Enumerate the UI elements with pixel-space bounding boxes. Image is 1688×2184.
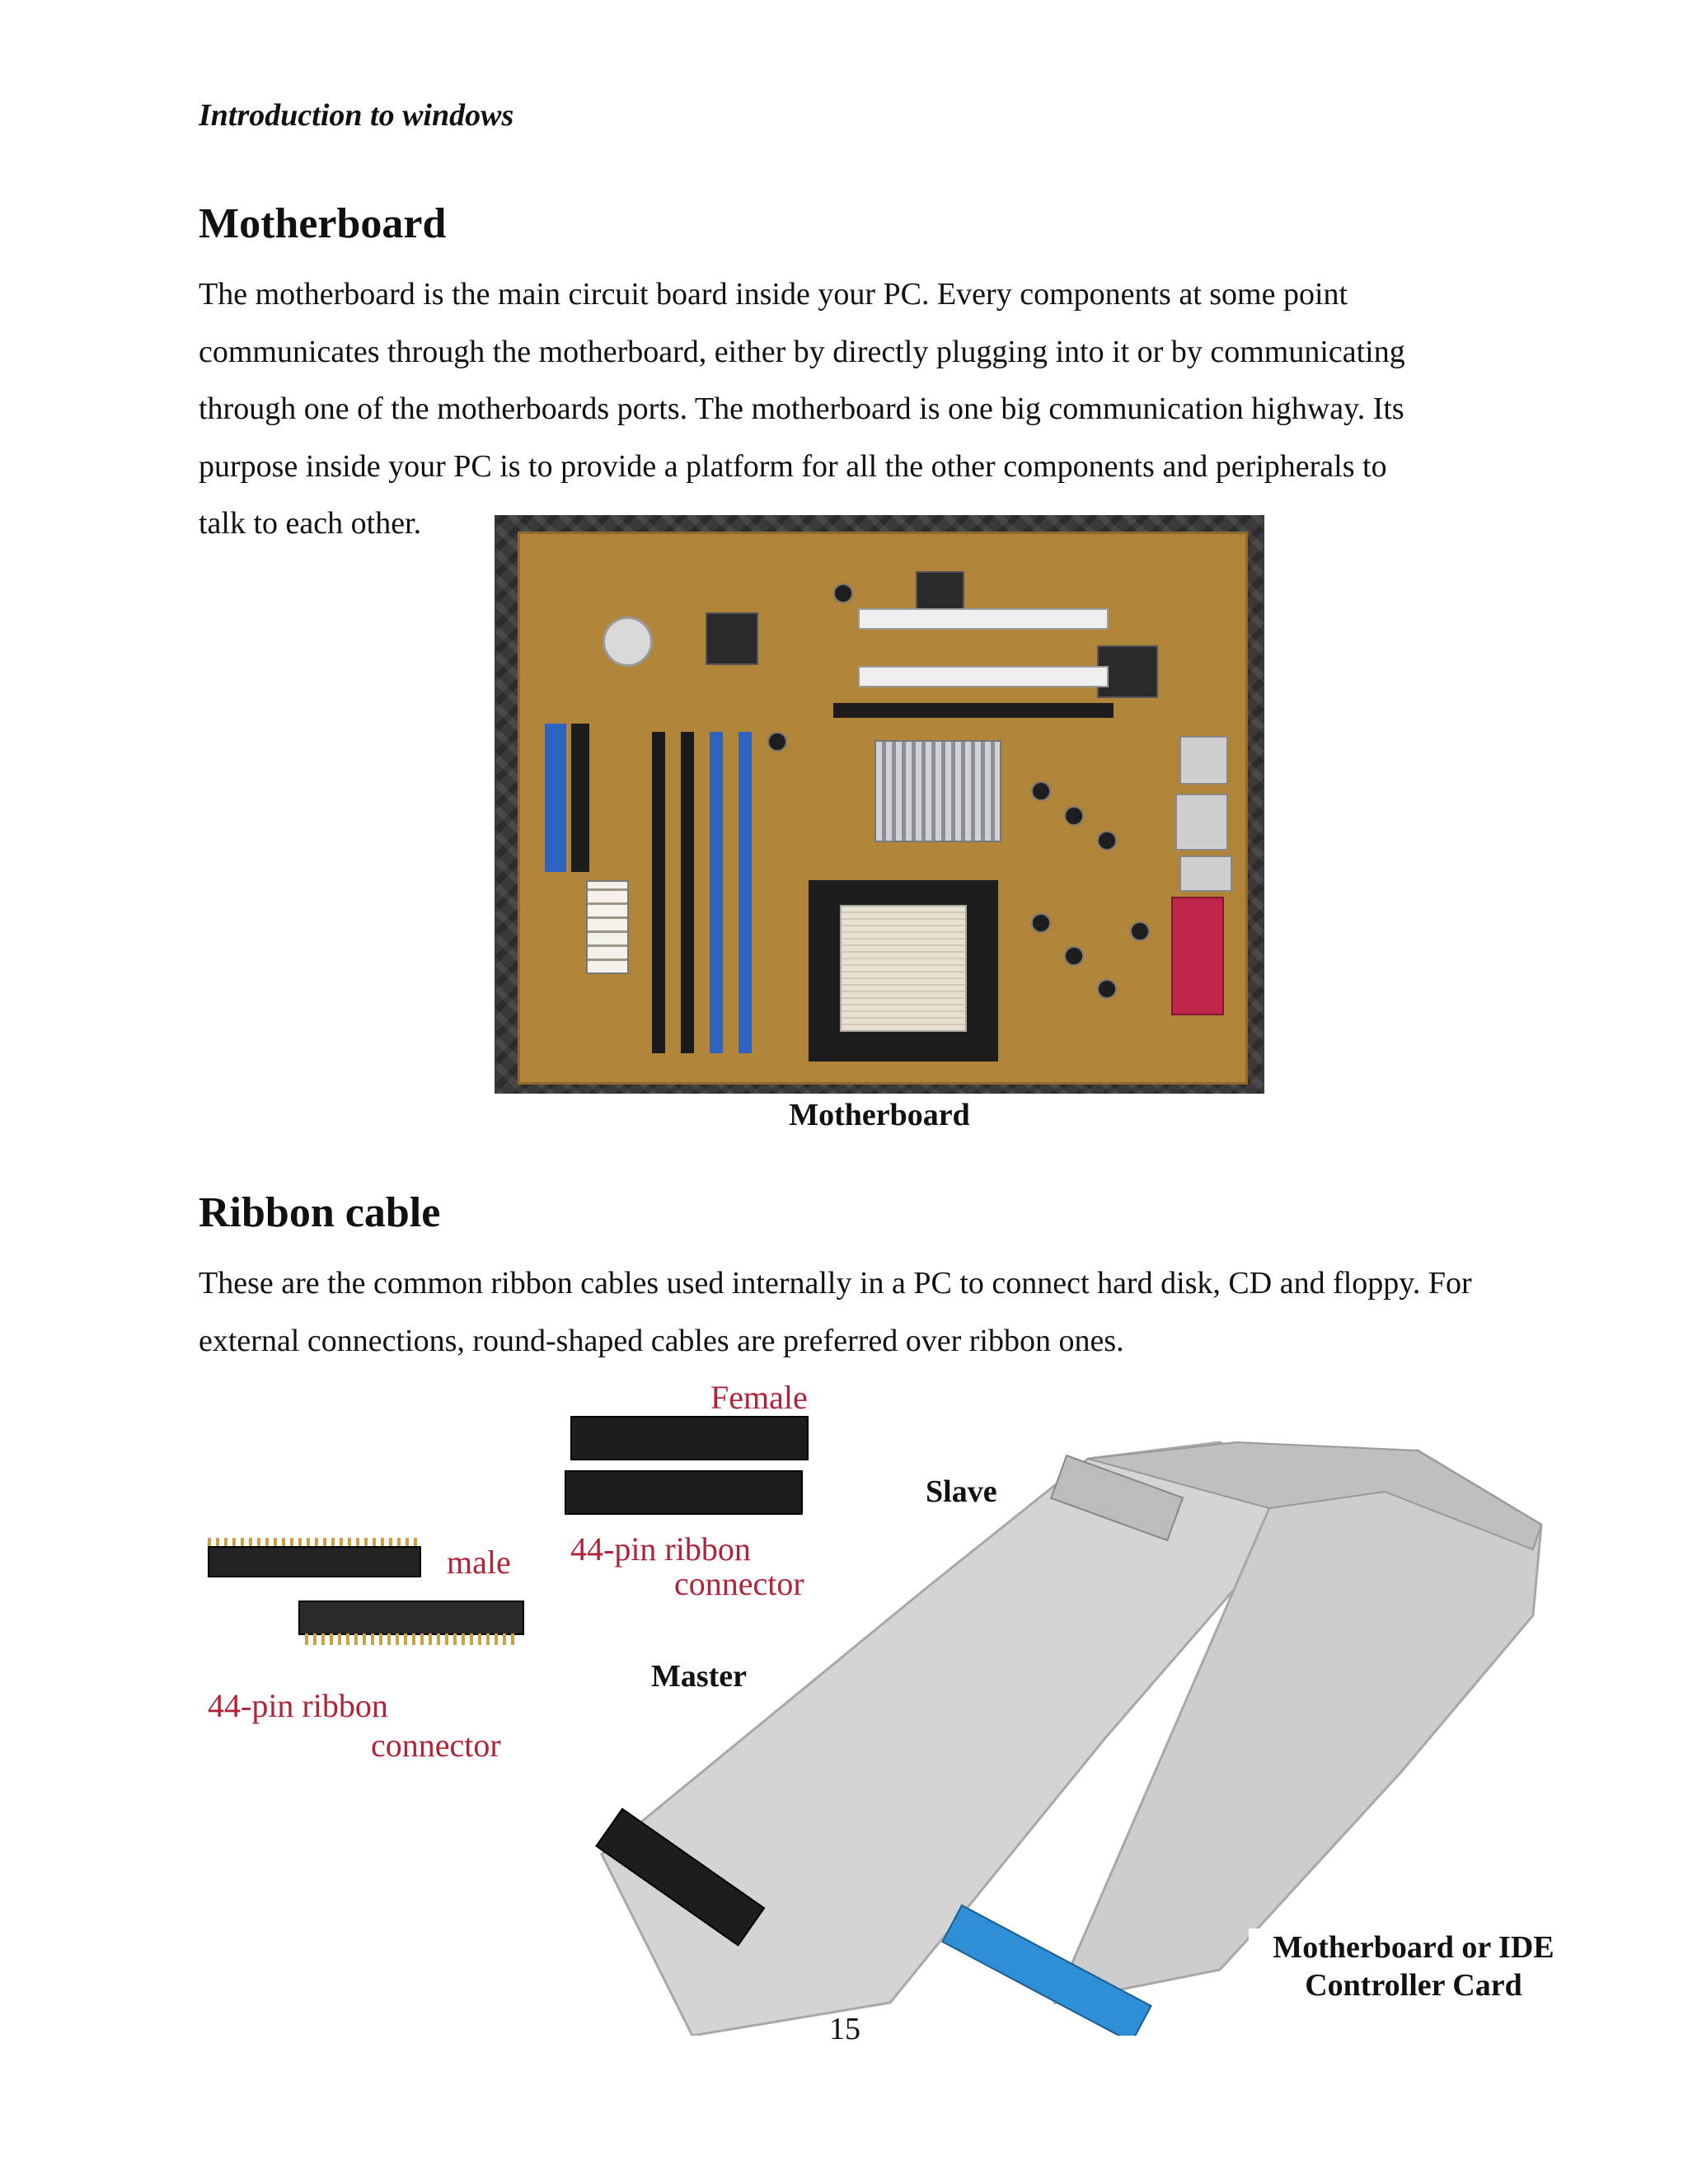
- capacitor: [1064, 806, 1084, 826]
- motherboard-paragraph: The motherboard is the main circuit board inside your PC. Every components at some point communicates through the motherboard, either by directly plugging into it or by communicating through one of the motherboards ports. The motherboard is one big communication highway. Its purpose inside your PC is to provide a platform for all the other components and peripherals to: [199, 277, 1405, 484]
- dimm-slot: [710, 732, 723, 1053]
- parallel-port: [1171, 897, 1224, 1015]
- ribbon-paragraph: These are the common ribbon cables used internally in a PC to connect hard disk, CD and floppy. For external connections, round-shaped cables are preferred over ribbon ones.: [199, 1266, 1472, 1358]
- pcb-board: [518, 532, 1248, 1085]
- ribbon-heading: Ribbon cable: [199, 1189, 441, 1236]
- cmos-battery: [603, 616, 653, 667]
- audio-chip: [916, 571, 964, 612]
- motherboard-heading: Motherboard: [199, 200, 447, 247]
- dimm-slot: [681, 732, 694, 1053]
- female-connector-label-line2: connector: [674, 1565, 804, 1602]
- capacitor: [767, 732, 787, 752]
- controller-label: [1249, 1929, 1578, 2004]
- male-connector: [298, 1601, 524, 1635]
- io-port: [1179, 736, 1228, 785]
- master-label: Master: [651, 1659, 748, 1694]
- page-number: 15: [829, 2012, 860, 2046]
- capacitor: [1097, 831, 1117, 851]
- male-connector: [208, 1546, 421, 1577]
- ribbon-cable-figure: [198, 1376, 1558, 2036]
- male-label: male: [447, 1544, 511, 1581]
- floppy-connector: [571, 724, 589, 872]
- capacitor: [1064, 946, 1084, 966]
- slave-label: Slave: [926, 1474, 997, 1509]
- male-connector-pins: [305, 1633, 515, 1645]
- motherboard-photo: [495, 515, 1264, 1094]
- cpu-socket: [809, 880, 998, 1062]
- male-connector-label-line2: connector: [371, 1727, 501, 1764]
- capacitor: [1097, 979, 1117, 999]
- heatsink: [874, 740, 1001, 842]
- capacitor: [1031, 781, 1051, 801]
- female-connector-label-line1: 44-pin ribbon: [570, 1530, 751, 1568]
- male-connector-label-line1: 44-pin ribbon: [208, 1687, 388, 1724]
- chipset: [706, 612, 758, 665]
- atx-power-connector: [586, 880, 629, 974]
- motherboard-caption: Motherboard: [789, 1098, 970, 1132]
- motherboard-paragraph-end: talk to each other.: [199, 506, 422, 541]
- controller-label-line2: Controller Card: [1305, 1968, 1522, 2003]
- dimm-slot: [652, 732, 665, 1053]
- usb-port: [1179, 855, 1232, 892]
- capacitor: [1130, 921, 1150, 941]
- document-header: Introduction to windows: [199, 98, 514, 133]
- dimm-slot: [738, 732, 752, 1053]
- cpu-socket-pins: [840, 905, 967, 1032]
- capacitor: [1031, 913, 1051, 933]
- female-label: Female: [710, 1379, 808, 1416]
- pci-slot: [858, 666, 1109, 687]
- pcie-slot: [833, 703, 1114, 718]
- male-connector-pins: [208, 1538, 418, 1546]
- pci-slot: [858, 608, 1109, 630]
- controller-label-line1: Motherboard or IDE: [1273, 1930, 1554, 1965]
- ide-connector: [545, 724, 566, 872]
- usb-lan-port: [1175, 794, 1228, 851]
- capacitor: [833, 583, 853, 603]
